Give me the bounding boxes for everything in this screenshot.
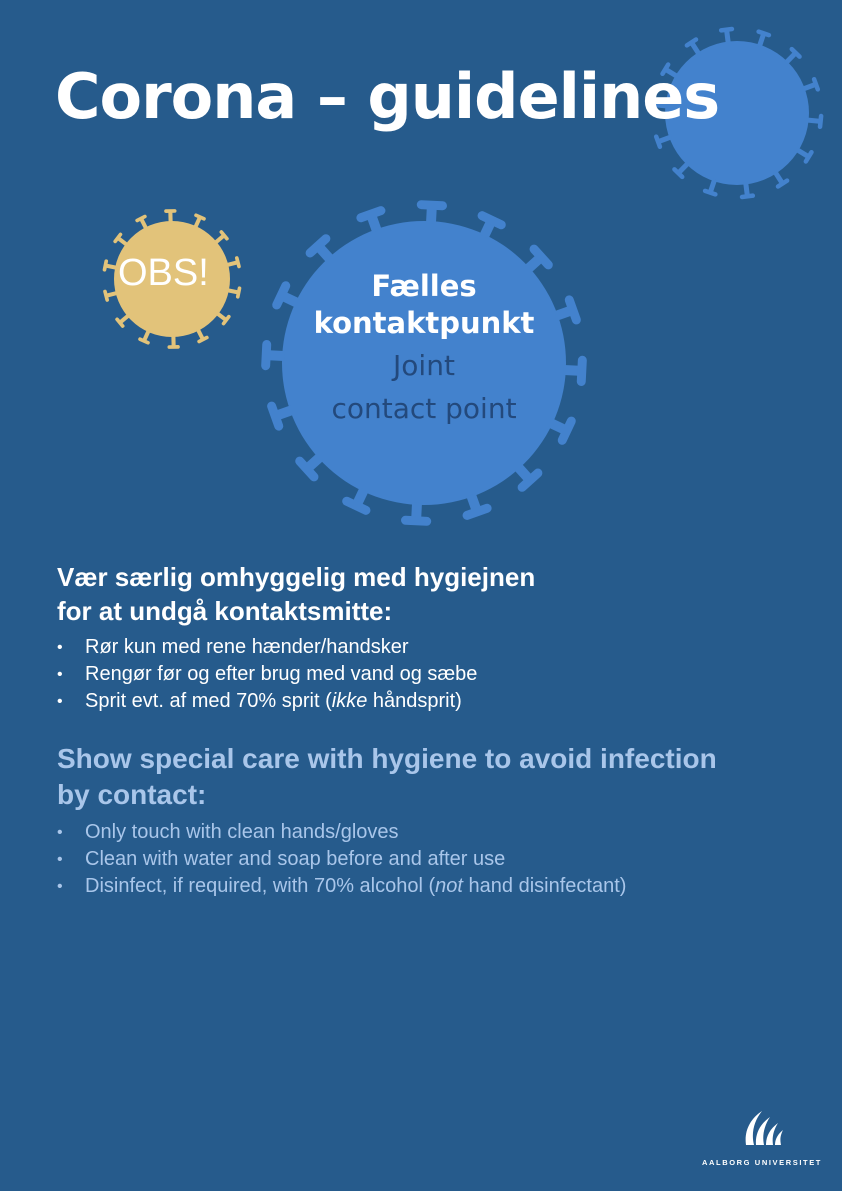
list-item-text: Sprit evt. af med 70% sprit (: [85, 690, 332, 712]
list-item-text-end: hand disinfectant): [462, 875, 627, 897]
logo-text: AALBORG UNIVERSITET: [702, 1158, 822, 1167]
list-item: [57, 661, 817, 688]
danish-guidelines: [57, 560, 817, 715]
list-item: [57, 819, 817, 846]
contact-point-bubble: [290, 268, 558, 430]
danish-list: [57, 634, 817, 715]
obs-label: OBS!: [118, 252, 209, 294]
aalborg-university-logo: [702, 1105, 822, 1169]
list-item: [57, 846, 817, 873]
bullet-icon: •: [57, 666, 63, 683]
english-heading-line2: by contact:: [57, 779, 207, 810]
bullet-icon: •: [57, 878, 63, 895]
danish-heading: [57, 560, 817, 628]
contact-point-da-line2: kontaktpunkt: [313, 306, 535, 340]
danish-heading-line2: for at undgå kontaktsmitte:: [57, 596, 393, 626]
list-item: [57, 634, 817, 661]
bullet-icon: •: [57, 824, 63, 841]
list-item-emphasis: not: [435, 875, 463, 897]
list-item-text: Rør kun med rene hænder/handsker: [85, 636, 409, 658]
list-item-text-end: håndsprit): [367, 690, 462, 712]
list-item-text: Rengør før og efter brug med vand og sæbe: [85, 663, 478, 685]
list-item: [57, 688, 817, 715]
list-item: [57, 873, 817, 900]
bullet-icon: •: [57, 693, 63, 710]
english-heading-line1: Show special care with hygiene to avoid infection: [57, 743, 717, 774]
bullet-icon: •: [57, 851, 63, 868]
list-item-text: Disinfect, if required, with 70% alcohol (: [85, 875, 436, 897]
english-list: [57, 819, 817, 900]
english-guidelines: [57, 741, 817, 900]
list-item-text: Only touch with clean hands/gloves: [85, 821, 399, 843]
contact-point-da-line1: Fælles: [371, 269, 477, 303]
page-title: Corona – guidelines: [55, 60, 720, 133]
danish-heading-line1: Vær særlig omhyggelig med hygiejnen: [57, 562, 536, 592]
list-item-text: Clean with water and soap before and after use: [85, 848, 506, 870]
list-item-emphasis: ikke: [331, 690, 368, 712]
english-heading: [57, 741, 817, 813]
contact-point-en-line1: Joint: [393, 349, 455, 382]
contact-point-en-line2: contact point: [331, 392, 517, 425]
logo-wave-icon: [702, 1105, 822, 1157]
bullet-icon: •: [57, 639, 63, 656]
